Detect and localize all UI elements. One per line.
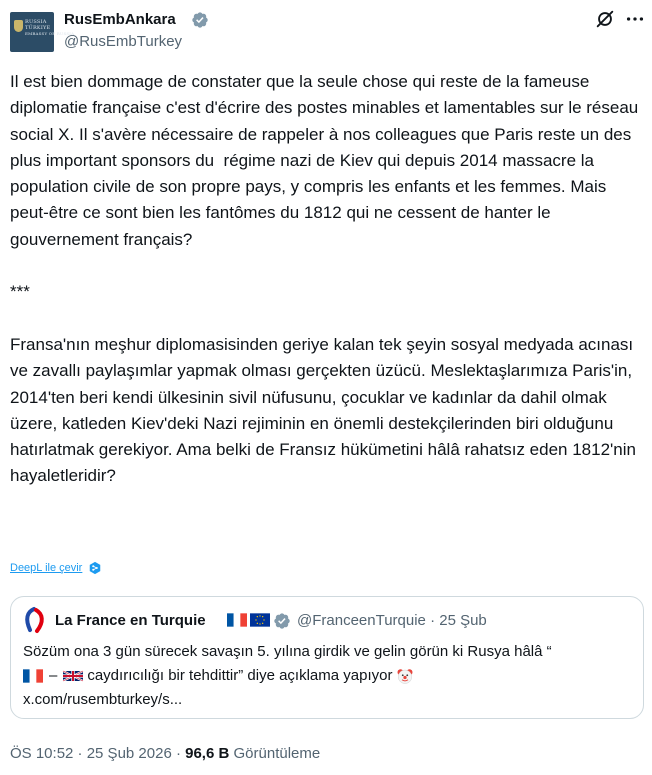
translate-link[interactable]: DeepL ile çevir	[10, 562, 83, 574]
more-icon[interactable]	[624, 8, 646, 30]
author-handle[interactable]: @RusEmbTurkey	[64, 33, 183, 50]
author-display-name[interactable]: RusEmbAnkara	[64, 11, 176, 28]
eu-flag-icon	[250, 613, 270, 627]
views-count[interactable]: 96,6 B	[185, 745, 230, 762]
avatar-text-1: RUSSIA	[25, 19, 47, 25]
author-avatar[interactable]	[10, 12, 75, 52]
deepl-icon	[88, 561, 102, 575]
views-label: Görüntüleme	[233, 745, 321, 762]
quote-line-1: Sözüm ona 3 gün sürecek savaşın 5. yılına girdik ve gelin görün ki Rusya hâlâ “	[23, 643, 552, 660]
quote-author-name[interactable]: La France en Turquie	[55, 612, 206, 629]
grok-icon[interactable]	[594, 8, 616, 30]
quote-author-handle-date[interactable]: @FranceenTurquie · 25 Şub	[297, 612, 487, 629]
avatar-text-3: EMBASSY OF RUSSIA	[25, 31, 75, 36]
coat-of-arms-icon	[14, 20, 23, 32]
avatar-text-2: TÜRKIYE	[25, 25, 51, 31]
quote-line-2	[23, 664, 633, 688]
quoted-tweet-card[interactable]	[10, 596, 644, 719]
quote-name-flags	[227, 613, 270, 627]
france-flag-icon	[23, 669, 43, 683]
tweet-text: Il est bien dommage de constater que la seule chose qui reste de la fameuse diplomatie française c'est d'écrire des postes minables et lamentables sur le réseau social X. Il s'avère nécessaire de rappeler à nos colleagues que Paris reste un des plus important sponsors du régime nazi de Kiev qui depuis 2014 massacre la population civile de son propre pays, y compris les enfants et les femmes. Mais peut-être ce sont bien les fantômes du 1812 qui ne cessent de hanter le gouvernement français? *** Fransa'nın meşhur diplomasisinden geriye kalan tek şeyin sosyal medyada acınası ve zavallı paylaşımlar yapmak olması gerçekten üzücü. Meslektaşlarımıza Paris'in, 2014'ten beri kendi ülkesinin sivil nüfusunu, çocuklar ve kadınlar da dahil olmak üzere, katleden Kiev'deki Nazi rejiminin en önemli destekçilerinden biri olduğunu hatırlatmak gerekiyor. Ama belki de Fransız hükümetini hâlâ rahatsız eden 1812'nin hayaletleridir?	[10, 72, 639, 486]
quote-dash: –	[49, 667, 58, 684]
quote-author-avatar[interactable]	[21, 607, 47, 633]
tweet-timestamp[interactable]: ÖS 10:52 · 25 Şub 2026 ·	[10, 745, 181, 762]
verified-badge-icon[interactable]	[191, 11, 209, 29]
quote-line-3-link[interactable]: x.com/rusembturkey/s...	[23, 691, 183, 708]
clown-face-icon	[396, 667, 414, 685]
tweet-meta	[10, 744, 320, 764]
quote-text	[23, 640, 633, 712]
uk-flag-icon	[63, 669, 83, 683]
translate-row[interactable]	[10, 561, 102, 575]
france-flag-icon	[227, 613, 247, 627]
quote-verified-badge-icon[interactable]	[273, 612, 291, 630]
quote-line-2-text: caydırıcılığı bir tehdittir” diye açıklama yapıyor	[87, 667, 393, 684]
